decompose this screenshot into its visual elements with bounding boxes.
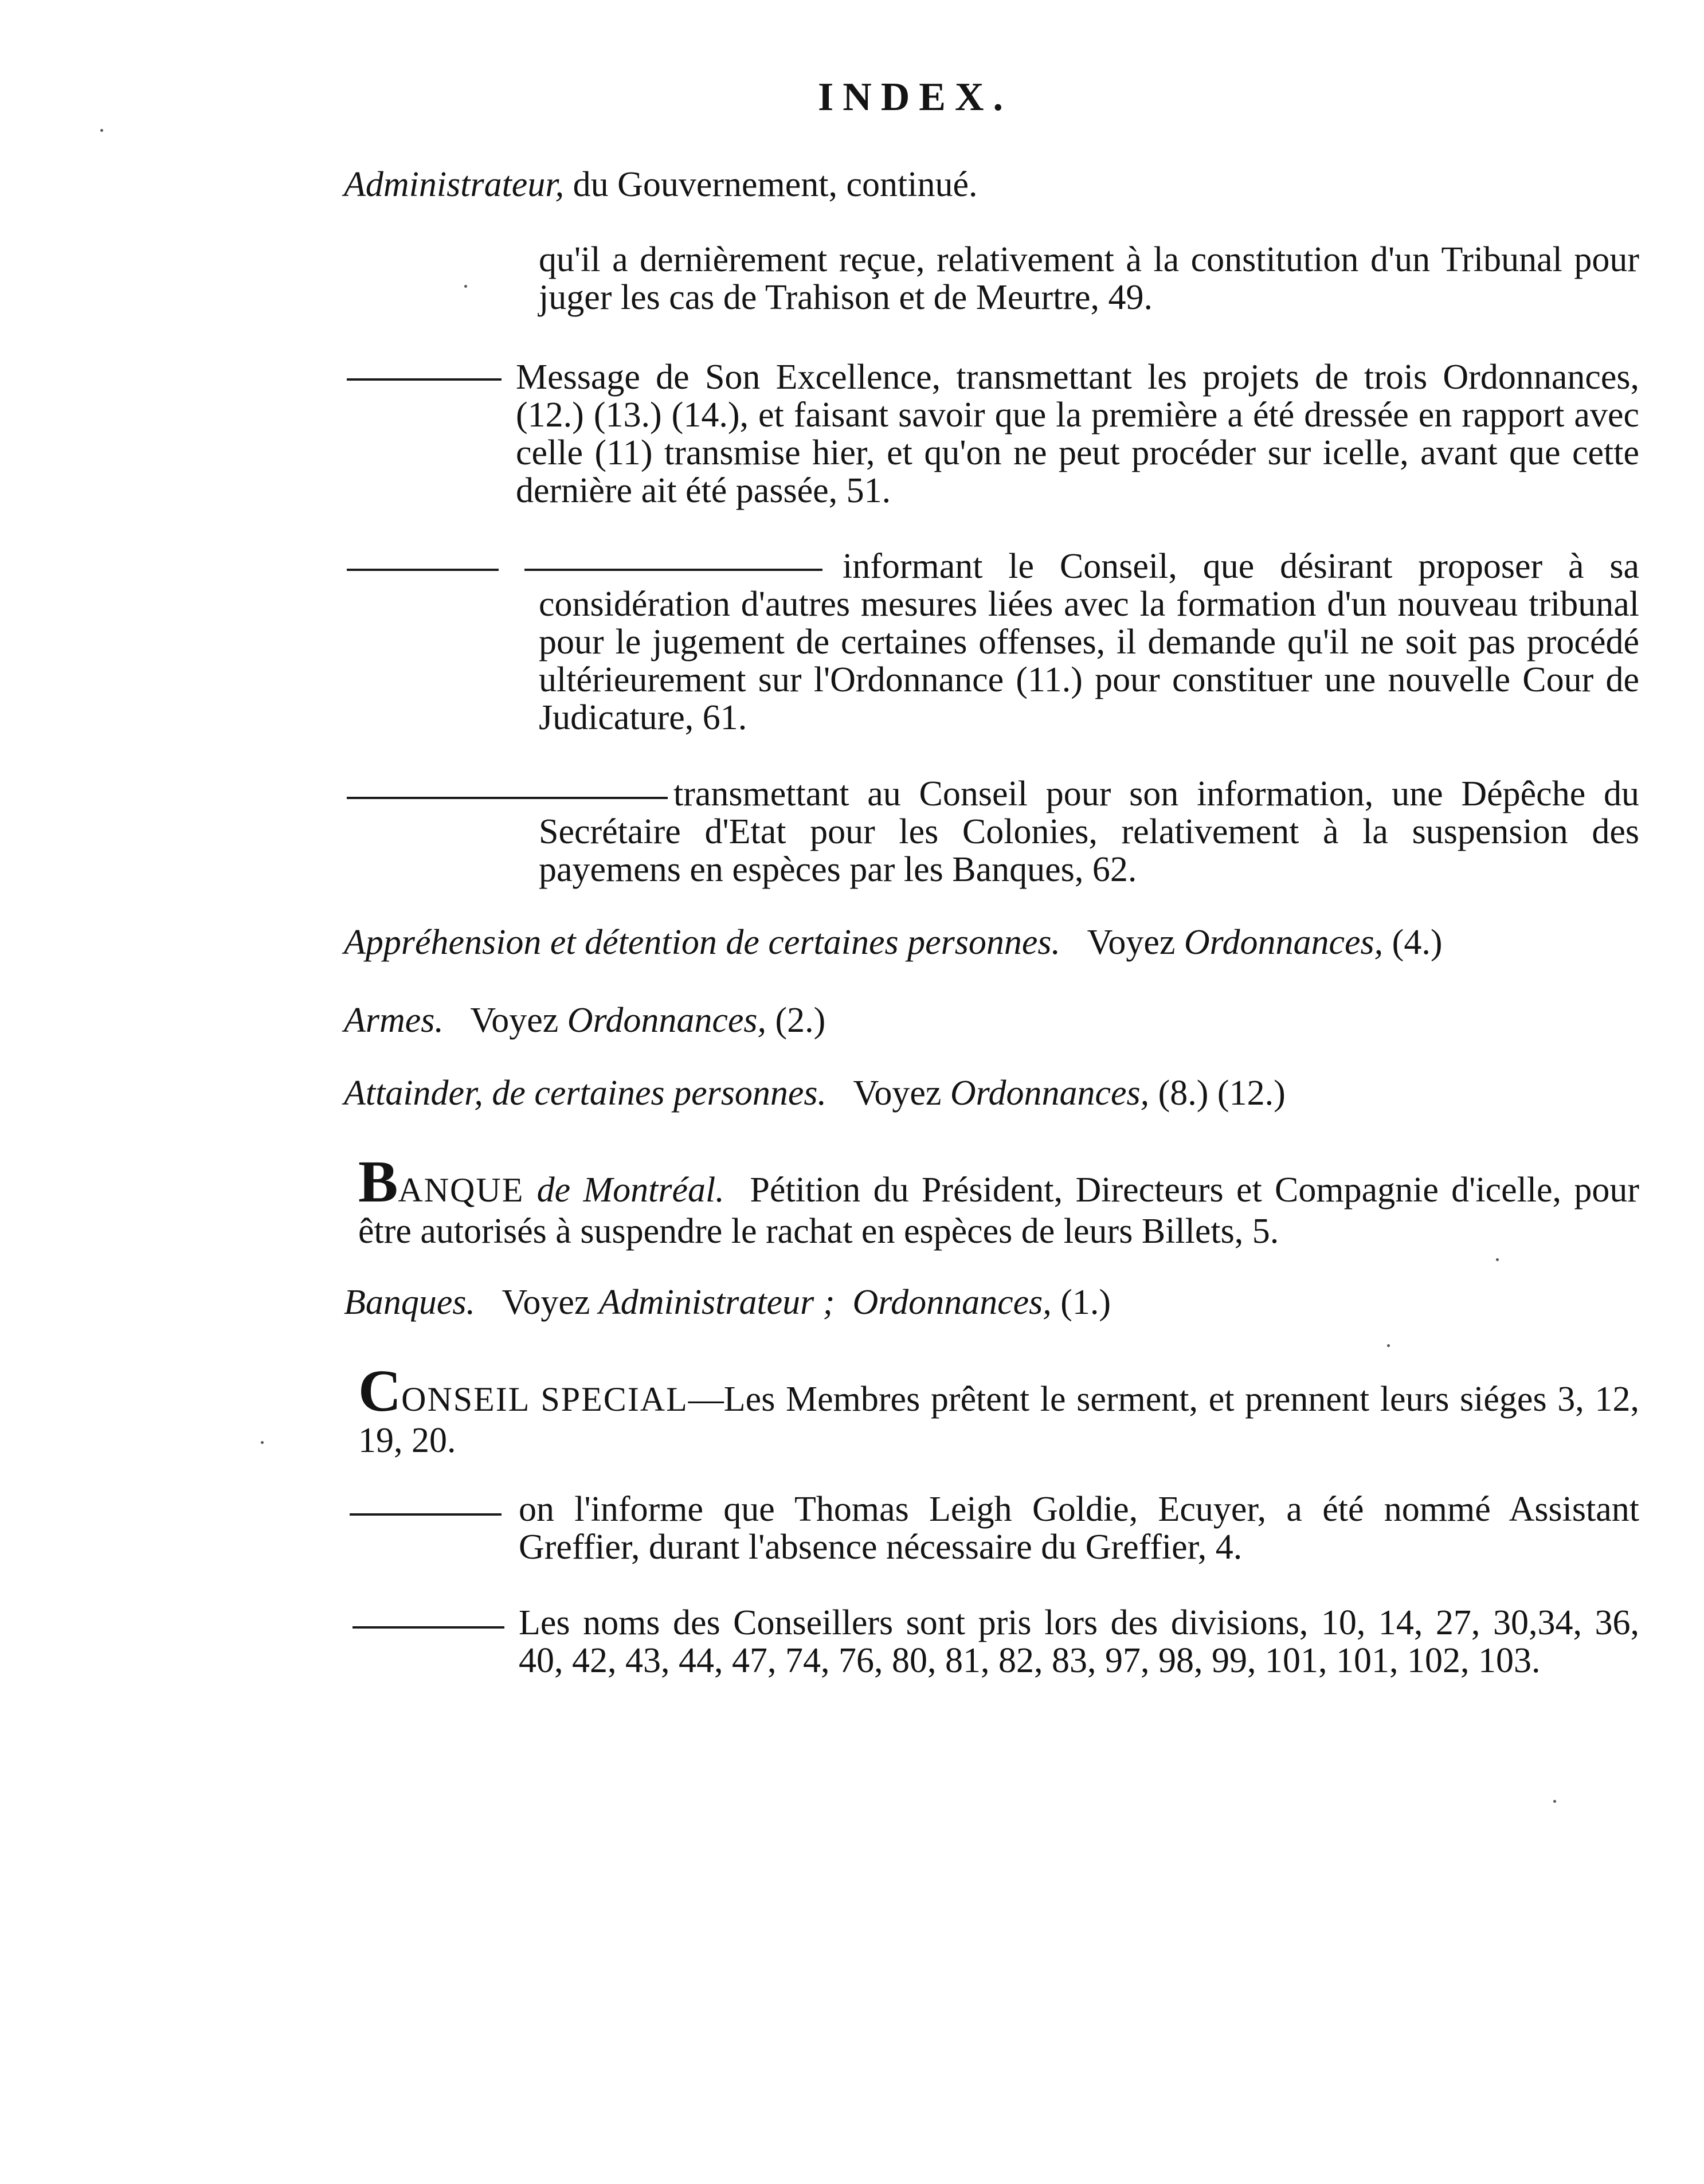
scan-speck bbox=[1553, 1800, 1556, 1803]
index-entry-banque bbox=[358, 1149, 1640, 1251]
see-label: Voyez bbox=[502, 1283, 590, 1322]
scan-speck bbox=[100, 129, 103, 132]
page-title: INDEX. bbox=[817, 75, 1013, 119]
ordinance-number: (1.) bbox=[1051, 1283, 1111, 1322]
continuation-dash bbox=[350, 1513, 502, 1516]
scan-speck bbox=[261, 1441, 264, 1444]
cross-reference: Ordonnances, bbox=[852, 1283, 1052, 1322]
see-label: Voyez bbox=[470, 1001, 559, 1040]
drop-capital: B bbox=[358, 1149, 398, 1215]
entry-term: ONSEIL SPECIAL bbox=[401, 1380, 688, 1418]
entry-term: ANQUE bbox=[398, 1171, 524, 1209]
continuation-dash bbox=[347, 569, 499, 571]
see-label: Voyez bbox=[853, 1074, 942, 1113]
drop-capital: C bbox=[358, 1358, 402, 1424]
continuation-dash bbox=[347, 378, 502, 381]
index-subentry: Message de Son Excellence, transmettant les projets de trois Ordonnances, (12.) (13.) (14.), et faisant savoir que la première a été dressée en rapport avec celle (11) transmise hier, et qu'on ne peut procéder sur icelle, avant que cette dernière ait été passée, 51. bbox=[516, 358, 1639, 510]
index-subentry: transmettant au Conseil pour son information, une Dépêche du Secrétaire d'Etat pour les Colonies, relativement à la suspension des payemens en espèces par les Banques, 62. bbox=[539, 774, 1639, 889]
cross-reference: Ordonnances, bbox=[1184, 923, 1384, 962]
entry-term: Appréhension et détention de certaines personnes. bbox=[344, 923, 1061, 962]
ordinance-number: (8.) (12.) bbox=[1149, 1074, 1286, 1113]
entry-text: du Gouvernement, continué. bbox=[564, 165, 978, 204]
index-entry-apprehension bbox=[344, 924, 1442, 961]
see-label: Voyez bbox=[1087, 923, 1176, 962]
index-entry-administrateur bbox=[344, 166, 978, 203]
entry-term: Armes. bbox=[344, 1001, 444, 1040]
entry-term: Administrateur, bbox=[344, 165, 565, 204]
index-entry-banques bbox=[344, 1284, 1111, 1321]
ordinance-number: (2.) bbox=[766, 1001, 826, 1040]
index-subentry: informant le Conseil, que désirant proposer à sa considération d'autres mesures liées avec la formation d'un nouveau tribunal pour le jugement de certaines offenses, il demande qu'il ne soit pas procédé ultérieurement sur l'Ordonnance (11.) pour constituer une nouvelle Cour de Judicature, 61. bbox=[539, 547, 1639, 737]
continuation-dash bbox=[352, 1626, 504, 1629]
ordinance-number: (4.) bbox=[1383, 923, 1443, 962]
entry-term: Attainder, de certaines personnes. bbox=[344, 1074, 827, 1113]
entry-text: —Les Membres prêtent le serment, et prennent leurs siéges 3, 12, 19, 20. bbox=[358, 1380, 1640, 1460]
scan-speck bbox=[464, 285, 467, 288]
index-subentry: on l'informe que Thomas Leigh Goldie, Ecuyer, a été nommé Assistant Greffier, durant l'absence nécessaire du Greffier, 4. bbox=[519, 1490, 1639, 1567]
index-entry-armes bbox=[344, 1002, 825, 1039]
index-subentry: Les noms des Conseillers sont pris lors des divisions, 10, 14, 27, 30,34, 36, 40, 42, 43, 44, 47, 74, 76, 80, 81, 82, 83, 97, 98, 99, 101, 101, 102, 103. bbox=[519, 1603, 1639, 1680]
entry-text: Pétition du Président, Directeurs et Compagnie d'icelle, pour être autorisés à suspendre le rachat en espèces de leurs Billets, 5. bbox=[358, 1171, 1640, 1251]
index-subentry: qu'il a dernièrement reçue, relativement à la constitution d'un Tribunal pour juger les cas de Trahison et de Meurtre, 49. bbox=[539, 240, 1639, 317]
index-entry-conseil bbox=[358, 1358, 1640, 1460]
cross-reference: Administrateur ; bbox=[598, 1283, 835, 1322]
scan-speck bbox=[1496, 1258, 1499, 1261]
cross-reference: Ordonnances, bbox=[567, 1001, 767, 1040]
entry-place: de Montréal. bbox=[536, 1171, 724, 1210]
cross-reference: Ordonnances, bbox=[950, 1074, 1150, 1113]
scan-speck bbox=[1387, 1344, 1390, 1347]
entry-term: Banques. bbox=[344, 1283, 476, 1322]
index-entry-attainder bbox=[344, 1075, 1286, 1111]
